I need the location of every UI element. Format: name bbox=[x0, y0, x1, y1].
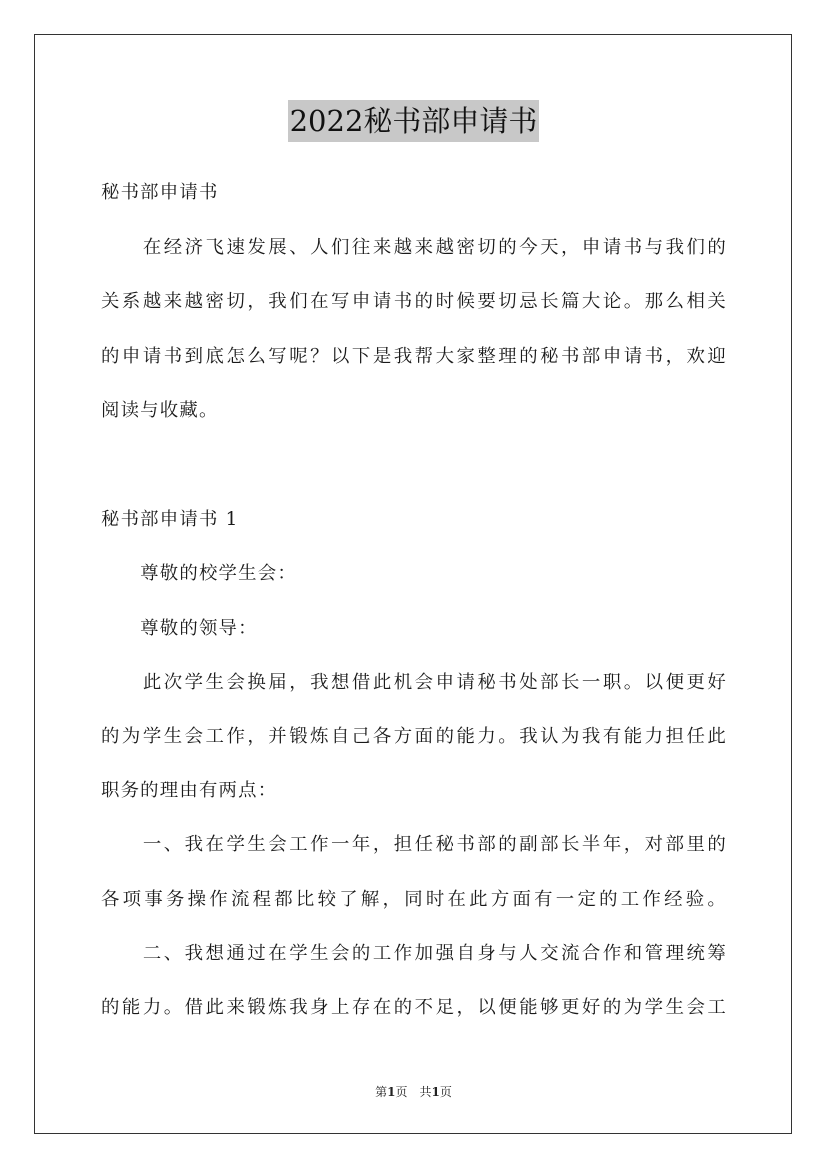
document-subtitle: 秘书部申请书 bbox=[101, 182, 219, 203]
body-line-5: 各项事务操作流程都比较了解，同时在此方面有一定的工作经验。 bbox=[101, 889, 727, 910]
intro-line-4: 阅读与收藏。 bbox=[101, 400, 219, 421]
footer-page-suffix: 页 bbox=[439, 1085, 452, 1099]
intro-line-1: 在经济飞速发展、人们往来越来越密切的今天，申请书与我们的 bbox=[101, 237, 727, 258]
title-container bbox=[0, 100, 827, 142]
body-line-1: 此次学生会换届，我想借此机会申请秘书处部长一职。以便更好 bbox=[101, 672, 727, 693]
footer-page-prefix: 第 bbox=[375, 1085, 388, 1099]
footer-page-total: 1 bbox=[431, 1085, 440, 1099]
footer-page-mid: 页 共 bbox=[395, 1085, 432, 1099]
intro-line-3: 的申请书到底怎么写呢？以下是我帮大家整理的秘书部申请书，欢迎 bbox=[101, 346, 727, 367]
salutation-line-2: 尊敬的领导： bbox=[101, 618, 258, 639]
body-line-4: 一、我在学生会工作一年，担任秘书部的副部长半年，对部里的 bbox=[101, 834, 727, 855]
body-line-3: 职务的理由有两点： bbox=[101, 780, 278, 801]
document-title: 2022秘书部申请书 bbox=[288, 100, 540, 142]
body-line-6: 二、我想通过在学生会的工作加强自身与人交流合作和管理统筹 bbox=[101, 943, 727, 964]
footer-page-number: 1 bbox=[387, 1085, 396, 1099]
body-line-2: 的为学生会工作，并锻炼自己各方面的能力。我认为我有能力担任此 bbox=[101, 726, 727, 747]
intro-line-2: 关系越来越密切，我们在写申请书的时候要切忌长篇大论。那么相关 bbox=[101, 291, 727, 312]
section-title: 秘书部申请书 1 bbox=[101, 509, 239, 530]
salutation-line-1: 尊敬的校学生会： bbox=[101, 563, 297, 584]
body-line-7: 的能力。借此来锻炼我身上存在的不足，以便能够更好的为学生会工 bbox=[101, 997, 727, 1018]
page-footer bbox=[0, 1084, 827, 1100]
